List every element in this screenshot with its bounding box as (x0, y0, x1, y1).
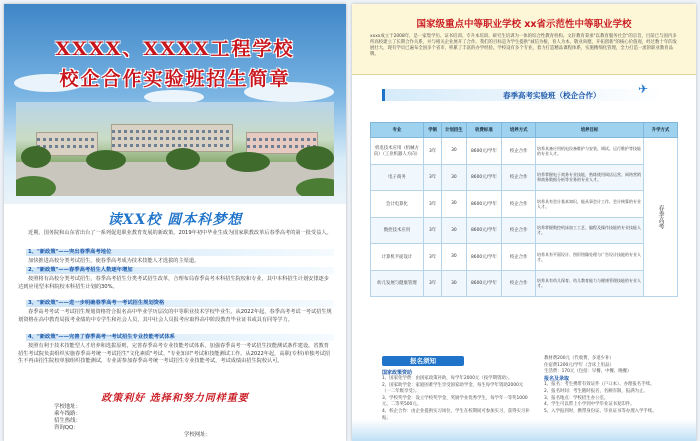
col-header-mode: 培养方式 (502, 123, 536, 138)
bottom-slogan: 政策利好 选择和努力同样重要 (101, 393, 249, 404)
notice-item: 教材费200元（代收费，多退少补） (544, 356, 614, 361)
notice-item: 1、国家免学费：由国家政策补助，每学年2000元（按学期资助）。 (382, 376, 513, 381)
campus-photo (16, 102, 334, 196)
slogan: 读XX校 圆本科梦想 (107, 212, 243, 228)
cell-fee: 8600元/学年 (466, 138, 502, 165)
cell-major: 计算机平面设计 (371, 244, 424, 271)
section-title: 春季高考实验班（校企合作） (503, 91, 601, 100)
notice-right-list (544, 356, 684, 415)
cell-goal: 培养具备应用机电设备维护与安装、调试、运行维护等技能的专业人才。 (536, 138, 644, 165)
cell-years: 3年 (423, 191, 441, 218)
table-row (371, 191, 678, 218)
col-header-fee: 收费标准 (466, 123, 502, 138)
cell-years: 3年 (423, 164, 441, 191)
cell-years: 3年 (423, 244, 441, 271)
cell-years: 3年 (423, 217, 441, 244)
cell-fee: 8600元/学年 (466, 191, 502, 218)
col-header-years: 学制 (423, 123, 441, 138)
policy-heading: 3、"新政策"——进一步明确春季高考一考试招生规划资格 (26, 300, 334, 307)
notice-left-list (382, 376, 532, 422)
policy-text: 按照将有高校分类考试招生，春季高考招生分类考试招生改革，合理布局春季高考本科招生院校和专业，其中本科招生计划安排逐步达到应用型本科院校本科招生计划的30%。 (18, 276, 329, 290)
cell-fee: 8600元/学年 (466, 217, 502, 244)
notice-item: 4、校企合作：由企业提供实习岗位，学生在校期间可参加实习，获得实习补贴。 (382, 408, 530, 421)
col-header-upgrade: 升学方式 (644, 123, 678, 138)
cell-fee: 8600元/学年 (466, 270, 502, 297)
cell-plan: 30 (442, 191, 466, 218)
cell-major: 机电技术应用（机械方向）（工业机器人方向） (371, 138, 424, 165)
notice-item: 1、报名：考生携带有效证件（户口本）、办理报名手续。 (544, 382, 655, 388)
campus-tree (21, 146, 51, 168)
col-header-major: 专业 (371, 123, 424, 138)
campus-tree (296, 146, 334, 170)
policy-text: 按照有利于技术技能型人才培养和选拔原则，完善春季高考专业技能考试体系，加强春季高考一考试招生技能测试条件建设。省教育招生考试院负责组织实施春季高考统一考试招生"文化素质"考试、"专业知识"考试和技能测试工作。从2022年起，高职(专科)单独考试招生不再由招生院校单独组织技能测试，专业需参加春季高考统一考试招生专业技能考试，考试成绩由招生院校认可。 (18, 343, 331, 365)
policy-heading: 1、"新政策"——突出春季高考地位 (26, 249, 334, 256)
cell-upgrade: 春季高考 (644, 138, 678, 297)
notice-item: 生活费：170元（包括：早餐、中餐、晚餐） (544, 369, 632, 375)
cell-plan: 30 (442, 164, 466, 191)
cell-fee: 8600元/学年 (466, 164, 502, 191)
cell-major: 幼儿发展与健康管理 (371, 270, 424, 297)
cell-fee: 8600元/学年 (466, 244, 502, 271)
notice-subheading: 国家政策资助 (382, 370, 413, 376)
cell-mode: 校企合作 (502, 138, 536, 165)
school-intro: xxxx成立于2008年，是一家集学历、证书培训、专升本培训、研究生培训为一体的综合性教育机构。文轩教育秉承"以教育服务社会"的宗旨，目前已与国内多所高校建立了长期合作关系，并与相关企业展开了合作。我们的目标是为学生提供"诚信为根，育人为本，敬业尚德，开拓创新"的核心价值观，经过数十年的发展壮大，现有学员已遍布全国多个省市，积累了丰富的办学经验。学校设有多个专业，着力打造精品课程体系，实施精细化管理，全力打造一流的职业教育品牌。 (370, 34, 677, 57)
cell-major: 会计电算化 (371, 191, 424, 218)
cell-plan: 30 (442, 244, 466, 271)
notice-title: 报名须知 (382, 356, 464, 366)
campus-tree (16, 176, 56, 196)
cell-plan: 30 (442, 217, 466, 244)
section-banner (382, 89, 665, 101)
campus-tree (166, 148, 200, 170)
policy-text: 加快推进高校分类考试招生，使春季高考成为技术技能人才选拔的主渠道。 (28, 258, 200, 264)
right-flyer-page (352, 4, 696, 441)
header-title: 国家级重点中等职业学校 xx省示范性中等职业学校 (416, 19, 632, 30)
contact-label: 乘车线路： (54, 411, 81, 417)
cell-goal: 培养掌握数控机床加工工艺、编程及操作技能的专业技能人才。 (536, 217, 644, 244)
footer-wave (352, 419, 696, 441)
notice-item: 3、学校奖学金：设立学校奖学金，奖励学业优秀学生，每学年一等奖1000元、二等奖500元。 (382, 395, 528, 408)
cell-goal: 培养具有会计基本知识，能从事会计工作、会计核算的专业人才。 (536, 191, 644, 218)
paper-plane-icon: ✈ (638, 82, 649, 96)
cell-plan: 30 (442, 270, 466, 297)
left-flyer-page (4, 4, 346, 441)
campus-tree (86, 150, 126, 170)
table-row (371, 138, 678, 165)
notice-subheading: 报名及录取 (544, 375, 570, 382)
notice-item: 4、学生可以带上小学到中学毕业证书复印件。 (544, 402, 635, 408)
school-title: XXXX、XXXX工程学校 (55, 38, 295, 60)
policy-heading: 4、"新政策"——完善了春季高考一考试招生专业技能考试体系 (26, 334, 334, 341)
cell-mode: 校企合作 (502, 191, 536, 218)
cell-major: 电子商务 (371, 164, 424, 191)
campus-tree (226, 152, 270, 172)
cell-mode: 校企合作 (502, 164, 536, 191)
campus-tree (296, 178, 334, 196)
cell-years: 3年 (423, 138, 441, 165)
table-row (371, 270, 678, 297)
program-table (370, 122, 678, 297)
policy-text: 春季高考考试一考试招生规划资格符合报名高中毕业学历层次的中等职业技术学校毕业生。从2022年起，春季高考考试一考试招生规划资格在高中教育局报考业绩的中专学生和社会人员，其中社会人员报考应取得高中阶段教育毕业证书或具有同等学力。 (18, 309, 332, 323)
notice-item: 3、报名地点：学校招生办公室。 (544, 395, 609, 401)
cell-years: 3年 (423, 270, 441, 297)
table-row (371, 217, 678, 244)
cell-major: 数控技术应用 (371, 217, 424, 244)
notice-item: 2、国家助学金：家庭困难学生享受国家助学金，每生每学年资助2000元（一二年级享受）。 (382, 382, 524, 395)
table-header-row (371, 123, 678, 138)
campus-building (111, 124, 233, 152)
table-row (371, 244, 678, 271)
notice-item: 2、报名时间：考生随时报名，名额有限，报满为止。 (544, 388, 648, 394)
contact-block (54, 404, 81, 432)
cell-goal: 培养具有幼儿保育、幼儿教育能力与健康管理技能的专业人才。 (536, 270, 644, 297)
intro-paragraph: 近期，国务院和山东省出台了一系列促进职业教育发展的新政策。2019年初中毕业生成为国家职教改革后春季高考的第一批受益人。 (28, 230, 332, 236)
brochure-title: 校企合作实验班招生简章 (59, 68, 291, 90)
contact-label: 招生热线： (54, 418, 81, 424)
contact-website: 学校网址： (184, 432, 211, 438)
contact-label: 学校地址： (54, 404, 81, 410)
notice-item: 5、入学报到时，携带身份证、毕业证书等办理入学手续。 (544, 408, 657, 414)
cell-mode: 校企合作 (502, 244, 536, 271)
policy-heading: 2、"新政策"——春季高考招生人数逐年增加 (26, 267, 334, 274)
contact-label: 咨询QQ： (54, 425, 79, 431)
notice-item: 住宿费1200元/学年（含床上用品） (544, 362, 614, 368)
cell-goal: 培养掌握电子商务专业技能，熟练使用网店运营、网络营销和商务数据分析等业务的专业人才。 (536, 164, 644, 191)
cell-goal: 培养具有平面设计、图形图像处理与广告设计技能的专业人才。 (536, 244, 644, 271)
table-row (371, 164, 678, 191)
cell-mode: 校企合作 (502, 217, 536, 244)
col-header-plan: 计划招生 (442, 123, 466, 138)
col-header-goal: 培养目标 (536, 123, 644, 138)
cell-mode: 校企合作 (502, 270, 536, 297)
cell-plan: 30 (442, 138, 466, 165)
